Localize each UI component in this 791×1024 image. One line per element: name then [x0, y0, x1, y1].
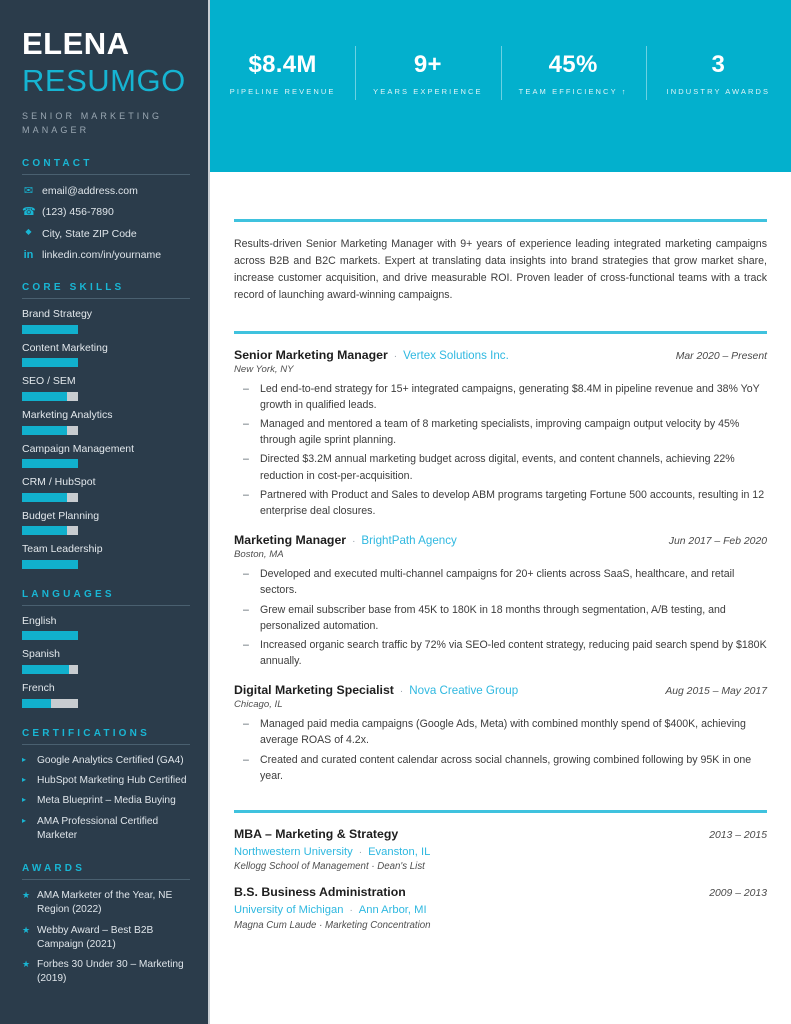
language-item	[22, 648, 190, 674]
skills-list	[22, 308, 190, 569]
education-entry	[234, 885, 767, 931]
experience-bullet	[234, 566, 767, 598]
certification-item-marker-icon: ▸	[22, 795, 27, 805]
skill-item-bar-track	[22, 358, 78, 367]
language-item-label: Spanish	[22, 648, 60, 661]
skill-item-bar-track	[22, 526, 78, 535]
bullet-dash-icon: –	[243, 753, 249, 766]
bullet-dash-icon: –	[243, 568, 249, 581]
skill-item	[22, 409, 190, 435]
experience-entry-title-group	[234, 533, 659, 548]
language-item	[22, 682, 190, 708]
skill-item-label: SEO / SEM	[22, 375, 76, 388]
education-school-group	[234, 903, 767, 918]
experience-company: Vertex Solutions Inc.	[403, 348, 509, 362]
bullet-text: Grew email subscriber base from 45K to 180K in 18 months through segmentation, A/B testing, and personalized automation.	[260, 603, 726, 632]
experience-bullets	[234, 716, 767, 783]
award-item-text: Forbes 30 Under 30 – Marketing (2019)	[37, 959, 184, 985]
education-dates: 2013 – 2015	[709, 829, 767, 841]
stat-label: TEAM EFFICIENCY ↑	[518, 87, 628, 97]
education-university: University of Michigan	[234, 904, 344, 917]
stat-value: 9+	[413, 51, 442, 78]
certification-item-marker-icon: ▸	[22, 815, 27, 825]
bullet-text: Managed paid media campaigns (Google Ads, Meta) with combined monthly spend of $400K, achieving average ROAS of 4.2x.	[260, 718, 746, 747]
language-item-bar-track	[22, 631, 78, 640]
core-skills-heading: CORE SKILLS	[22, 282, 125, 294]
contact-section	[0, 158, 208, 262]
stat-label: YEARS EXPERIENCE	[373, 87, 483, 97]
title-separator: ·	[393, 350, 398, 362]
bullet-text: Developed and executed multi-channel campaigns for 20+ clients across SaaS, healthcare, and retail sectors.	[260, 568, 735, 597]
certification-item-text: Google Analytics Certified (GA4)	[37, 754, 184, 766]
award-item	[22, 924, 190, 953]
experience-rule	[234, 331, 767, 334]
stat-item	[355, 52, 500, 97]
skill-item-label: Team Leadership	[22, 543, 103, 556]
education-school-group	[234, 845, 767, 860]
certification-item-text: HubSpot Marketing Hub Certified	[37, 774, 187, 786]
education-list	[234, 827, 767, 931]
title-separator: ·	[399, 685, 404, 697]
contact-heading: CONTACT	[22, 158, 93, 170]
skill-item-bar-track	[22, 493, 78, 502]
bullet-text: Partnered with Product and Sales to develop ABM programs targeting Fortune 500 accounts, resulting in 12 enterprise deal closures.	[260, 488, 765, 517]
school-separator: ·	[358, 846, 363, 858]
language-item-label: French	[22, 682, 55, 695]
experience-location: Chicago, IL	[234, 699, 283, 711]
awards-list	[22, 889, 190, 987]
experience-company: Nova Creative Group	[409, 683, 519, 697]
contact-item[interactable]	[22, 248, 190, 262]
experience-entry	[234, 348, 767, 519]
name-block	[0, 0, 208, 138]
skill-item-label: Marketing Analytics	[22, 408, 113, 421]
bullet-dash-icon: –	[243, 603, 249, 616]
skill-item-bar-track	[22, 459, 78, 468]
languages-section	[0, 589, 208, 708]
skill-item-bar-fill	[22, 325, 78, 334]
certifications-heading: CERTIFICATIONS	[22, 727, 150, 739]
telephone-icon: ☎	[22, 206, 36, 219]
experience-list	[234, 348, 767, 784]
main-content	[210, 172, 791, 1024]
experience-bullet	[234, 602, 767, 634]
core-skills-rule	[22, 298, 190, 299]
stats-row	[210, 52, 791, 97]
skill-item	[22, 543, 190, 569]
skill-item	[22, 342, 190, 368]
education-degree: B.S. Business Administration	[234, 885, 406, 900]
language-item-bar-track	[22, 665, 78, 674]
skill-item-bar-track	[22, 426, 78, 435]
experience-entry-title-group	[234, 683, 655, 698]
languages-heading: LANGUAGES	[22, 588, 115, 600]
bullet-dash-icon: –	[243, 453, 249, 466]
skill-item-bar-fill	[22, 358, 78, 367]
job-title: SENIOR MARKETING MANAGER	[22, 111, 163, 136]
skill-item	[22, 476, 190, 502]
award-item-marker-icon: ★	[22, 924, 31, 935]
experience-bullet	[234, 637, 767, 669]
experience-entry-header	[234, 533, 767, 548]
core-skills-section	[0, 282, 208, 569]
bullet-text: Directed $3.2M annual marketing budget across digital, events, and content channels, achieving 22% reduction in cost-per-acquisition.	[260, 453, 735, 482]
language-item-label: English	[22, 614, 57, 627]
skill-item-bar-fill	[22, 560, 78, 569]
languages-rule	[22, 605, 190, 606]
certifications-rule	[22, 744, 190, 745]
contact-text: email@address.com	[42, 185, 138, 198]
education-note: Magna Cum Laude · Marketing Concentration	[234, 919, 431, 931]
bullet-text: Led end-to-end strategy for 15+ integrated campaigns, generating $8.4M in pipeline revenue and 38% YoY growth in qualified leads.	[260, 383, 760, 412]
education-dates: 2009 – 2013	[709, 888, 767, 900]
education-note: Kellogg School of Management · Dean's List	[234, 861, 425, 873]
skill-item-bar-track	[22, 392, 78, 401]
experience-bullets	[234, 566, 767, 669]
stat-item	[210, 52, 355, 97]
education-degree: MBA – Marketing & Strategy	[234, 826, 399, 841]
first-name: ELENA	[22, 26, 130, 61]
contact-text: linkedin.com/in/yourname	[42, 248, 162, 261]
school-separator: ·	[349, 905, 353, 917]
bullet-dash-icon: –	[243, 418, 249, 431]
skill-item-label: Brand Strategy	[22, 308, 93, 321]
skill-item	[22, 443, 190, 469]
bullet-dash-icon: –	[243, 383, 249, 396]
award-item-marker-icon: ★	[22, 959, 31, 970]
award-item	[22, 958, 190, 987]
experience-bullet	[234, 487, 767, 519]
award-item-marker-icon: ★	[22, 890, 31, 901]
certifications-list	[22, 754, 190, 843]
experience-location: New York, NY	[234, 364, 294, 376]
education-entry	[234, 827, 767, 873]
experience-role: Digital Marketing Specialist	[234, 682, 394, 697]
stat-item	[501, 52, 646, 97]
bullet-dash-icon: –	[243, 718, 249, 731]
contact-item[interactable]	[22, 227, 190, 241]
award-item-text: Webby Award – Best B2B Campaign (2021)	[37, 924, 154, 950]
certifications-section	[0, 728, 208, 843]
last-name: RESUMGO	[22, 62, 186, 98]
education-city: Ann Arbor, MI	[358, 904, 427, 917]
experience-bullet	[234, 381, 767, 413]
experience-entry-header	[234, 348, 767, 363]
experience-entry	[234, 683, 767, 784]
stat-label: INDUSTRY AWARDS	[666, 87, 771, 97]
skill-item	[22, 308, 190, 334]
envelope-icon: ✉	[23, 185, 34, 198]
experience-company: BrightPath Agency	[361, 533, 457, 547]
experience-bullets	[234, 381, 767, 519]
experience-entry-header	[234, 683, 767, 698]
skill-item-label: Campaign Management	[22, 442, 135, 455]
sidebar	[0, 0, 208, 1024]
contact-item[interactable]	[22, 205, 190, 219]
education-city: Evanston, IL	[368, 845, 431, 858]
stat-value: 45%	[548, 51, 598, 78]
awards-rule	[22, 879, 190, 880]
skill-item-bar-fill	[22, 526, 67, 535]
experience-role: Senior Marketing Manager	[234, 347, 388, 362]
contact-text: City, State ZIP Code	[42, 227, 137, 240]
experience-bullet	[234, 416, 767, 448]
education-entry-header	[234, 885, 767, 901]
bullet-dash-icon: –	[243, 638, 249, 651]
languages-list	[22, 615, 190, 708]
language-item-bar-track	[22, 699, 78, 708]
bullet-text: Increased organic search traffic by 72% via SEO-led content strategy, reducing paid search spend by $180K annually.	[260, 638, 767, 667]
experience-role: Marketing Manager	[234, 532, 347, 547]
experience-location: Boston, MA	[234, 549, 284, 561]
skill-item-bar-fill	[22, 392, 67, 401]
bullet-text: Created and curated content calendar across social channels, growing combined following by 95K in one year.	[260, 753, 752, 782]
bullet-text: Managed and mentored a team of 8 marketing specialists, improving campaign output velocity by 45% through agile sprint planning.	[260, 418, 740, 447]
skill-item	[22, 510, 190, 536]
experience-dates: Mar 2020 – Present	[675, 350, 767, 362]
awards-section	[0, 863, 208, 987]
certification-item	[22, 774, 190, 788]
contact-text: (123) 456-7890	[42, 206, 114, 219]
education-entry-header	[234, 827, 767, 843]
stat-value: $8.4M	[248, 51, 317, 78]
language-item-bar-fill	[22, 699, 51, 708]
contact-item[interactable]	[22, 184, 190, 198]
title-separator: ·	[352, 535, 356, 547]
certification-item-marker-icon: ▸	[22, 754, 27, 764]
education-university: Northwestern University	[234, 845, 353, 858]
award-item-text: AMA Marketer of the Year, NE Region (2022)	[37, 890, 173, 916]
certification-item-marker-icon: ▸	[22, 774, 27, 784]
certification-item	[22, 815, 190, 844]
bullet-dash-icon: –	[243, 488, 249, 501]
stat-value: 3	[711, 51, 726, 78]
professional-summary: Results-driven Senior Marketing Manager with 9+ years of experience leading integrated marketing campaigns across B2B and B2C markets. Expert at translating data insights into brand strategies that grow market share, increase customer acquisition, and drive measurable ROI. Proven leader of cross-functional teams with a track record of launching award-winning campaigns.	[234, 238, 767, 302]
certification-item	[22, 754, 190, 768]
location-pin-icon: ◆	[25, 226, 32, 236]
skill-item-bar-track	[22, 560, 78, 569]
linkedin-icon: in	[23, 248, 34, 261]
experience-bullet	[234, 752, 767, 784]
stat-label: PIPELINE REVENUE	[229, 87, 336, 97]
experience-dates: Aug 2015 – May 2017	[665, 685, 767, 697]
education-rule	[234, 810, 767, 813]
skill-item-label: Content Marketing	[22, 341, 108, 354]
skill-item-bar-fill	[22, 426, 67, 435]
skill-item-bar-fill	[22, 493, 67, 502]
skill-item-bar-fill	[22, 459, 78, 468]
experience-bullet	[234, 716, 767, 748]
summary-rule	[234, 219, 767, 222]
award-item	[22, 889, 190, 918]
language-item-bar-fill	[22, 631, 78, 640]
contact-list	[22, 184, 190, 262]
stat-item	[646, 52, 791, 97]
certification-item-text: Meta Blueprint – Media Buying	[37, 795, 176, 807]
skill-item-label: Budget Planning	[22, 509, 100, 522]
experience-bullet	[234, 451, 767, 483]
header-stats-bar	[210, 0, 791, 172]
experience-entry-title-group	[234, 348, 666, 363]
contact-rule	[22, 174, 190, 175]
certification-item	[22, 794, 190, 808]
skill-item-bar-track	[22, 325, 78, 334]
certification-item-text: AMA Professional Certified Marketer	[37, 815, 159, 841]
experience-dates: Jun 2017 – Feb 2020	[668, 535, 767, 547]
language-item	[22, 615, 190, 641]
experience-entry	[234, 533, 767, 669]
skill-item	[22, 375, 190, 401]
awards-heading: AWARDS	[22, 863, 86, 875]
skill-item-label: CRM / HubSpot	[22, 476, 96, 489]
language-item-bar-fill	[22, 665, 69, 674]
